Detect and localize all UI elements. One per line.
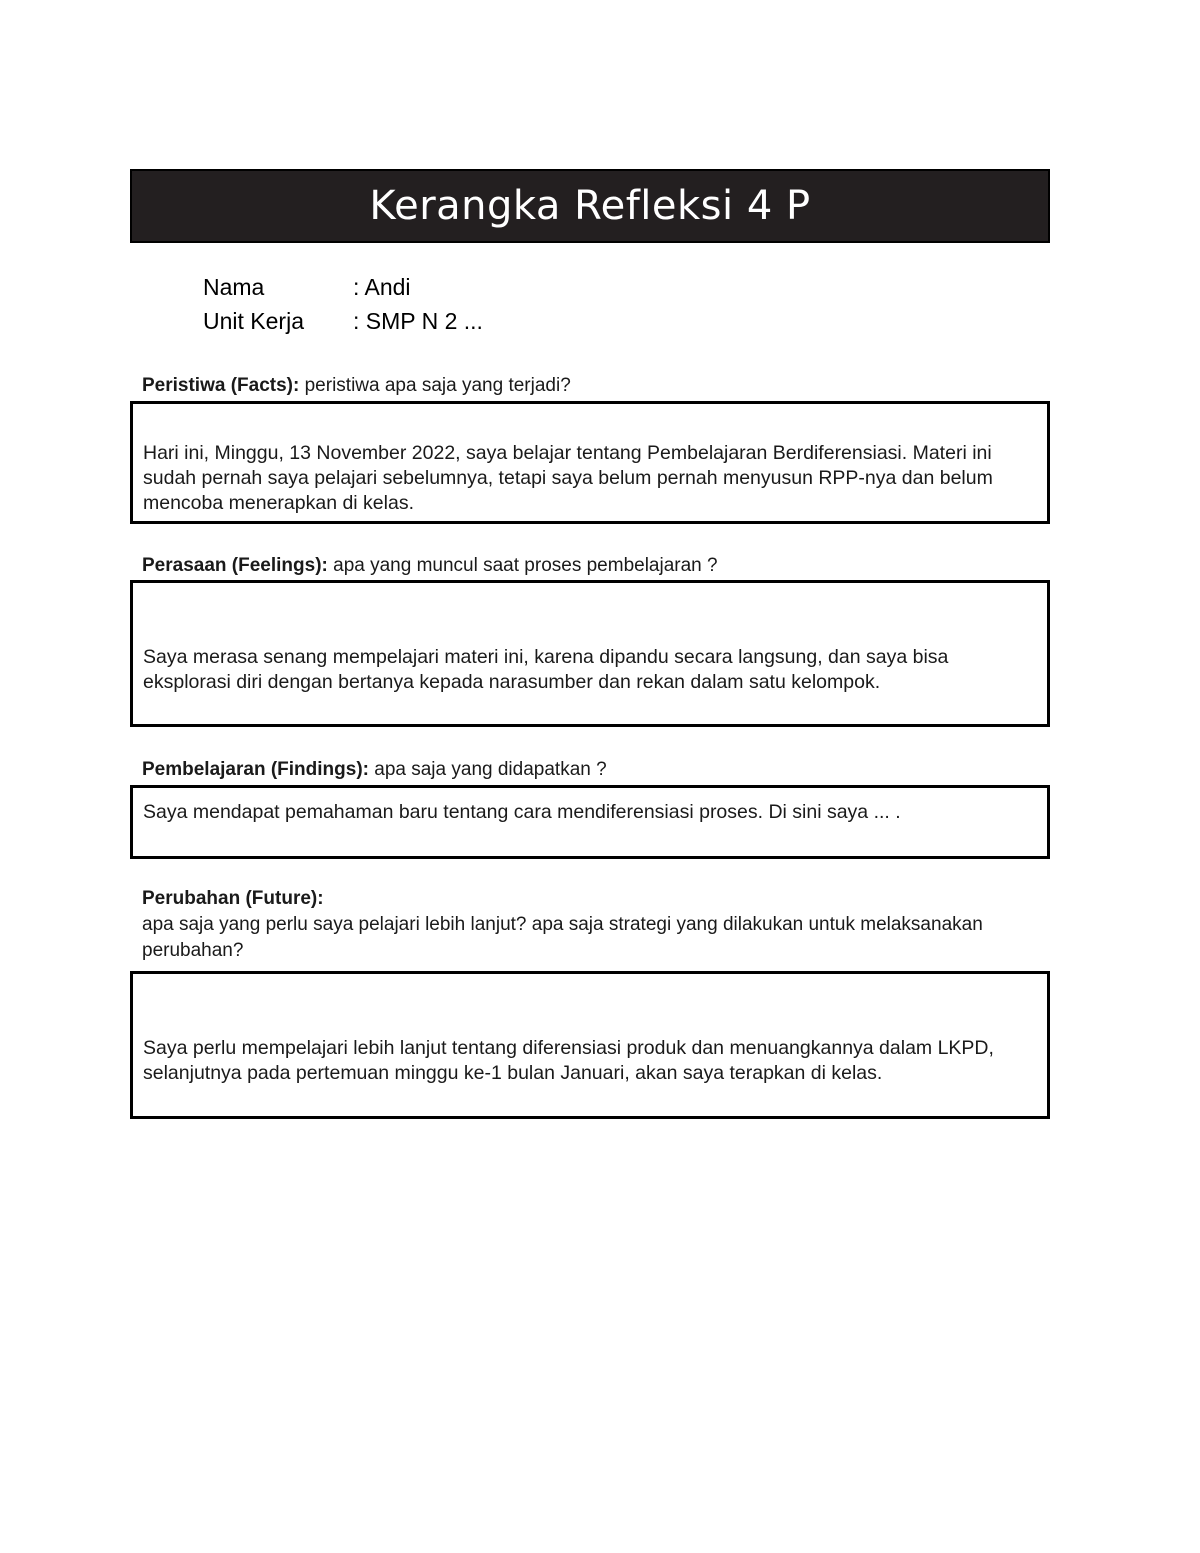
future-answer: Saya perlu mempelajari lebih lanjut tentang diferensiasi produk dan menuangkannya dalam LKPD, selanjutnya pada pertemuan minggu ke-1 bulan Januari, akan saya terapkan di kelas. xyxy=(143,1037,994,1084)
identity-block xyxy=(203,270,483,338)
facts-answer: Hari ini, Minggu, 13 November 2022, saya belajar tentang Pembelajaran Berdiferensiasi. Materi ini sudah pernah saya pelajari sebelumnya, tetapi saya belum pernah menyusun RPP-nya dan belum mencoba menerapkan di kelas. xyxy=(143,442,993,514)
future-label xyxy=(142,886,1002,964)
unit-label: Unit Kerja xyxy=(203,307,304,334)
name-row xyxy=(203,270,483,304)
future-heading: Perubahan (Future): xyxy=(142,888,324,909)
future-answer-box xyxy=(130,971,1050,1119)
findings-answer: Saya mendapat pemahaman baru tentang cara mendiferensiasi proses. Di sini saya ... . xyxy=(143,801,901,823)
facts-label xyxy=(142,373,571,399)
feelings-answer: Saya merasa senang mempelajari materi ini, karena dipandu secara langsung, dan saya bisa eksplorasi diri dengan bertanya kepada narasumber dan rekan dalam satu kelompok. xyxy=(143,646,949,693)
title-banner xyxy=(130,169,1050,243)
findings-label xyxy=(142,757,607,783)
findings-answer-box xyxy=(130,785,1050,859)
future-prompt: apa saja yang perlu saya pelajari lebih lanjut? apa saja strategi yang dilakukan untuk melaksanakan perubahan? xyxy=(142,914,983,961)
feelings-label xyxy=(142,553,718,579)
facts-prompt: peristiwa apa saja yang terjadi? xyxy=(299,375,571,396)
feelings-prompt: apa yang muncul saat proses pembelajaran ? xyxy=(327,555,718,576)
facts-heading: Peristiwa (Facts): xyxy=(142,375,300,396)
name-value: : Andi xyxy=(353,273,411,300)
unit-value: : SMP N 2 ... xyxy=(353,307,483,334)
findings-heading: Pembelajaran (Findings): xyxy=(142,759,369,780)
feelings-answer-box xyxy=(130,580,1050,727)
document-title: Kerangka Refleksi 4 P xyxy=(369,183,811,229)
name-label: Nama xyxy=(203,273,265,300)
findings-prompt: apa saja yang didapatkan ? xyxy=(368,759,607,780)
feelings-heading: Perasaan (Feelings): xyxy=(142,555,328,576)
unit-row xyxy=(203,304,483,338)
facts-answer-box xyxy=(130,401,1050,524)
